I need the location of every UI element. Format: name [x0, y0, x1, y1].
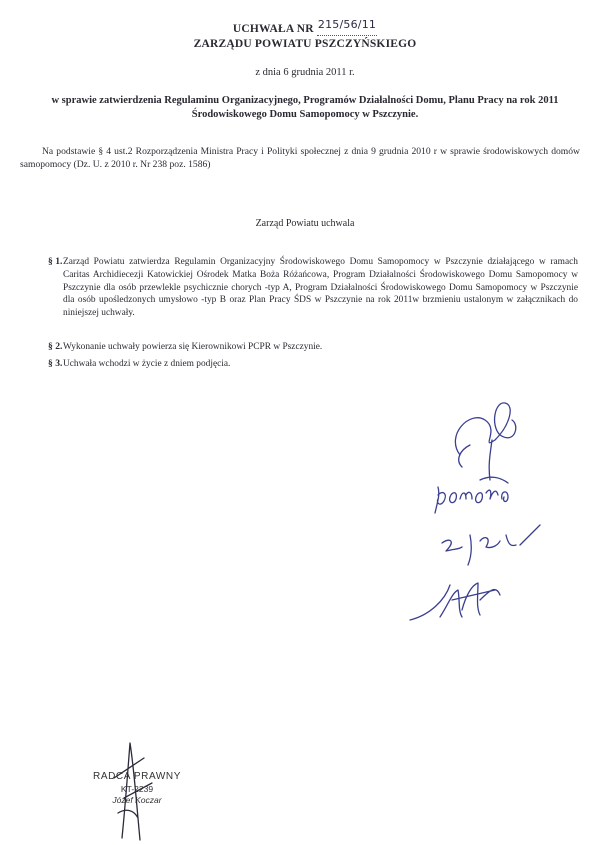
paragraph-text: Zarząd Powiatu zatwierdza Regulamin Organizacyjny Środowiskowego Domu Samopomocy w Pszczynie działającego w ramach Caritas Archidiecezji Katowickiej Ośrodek Matka Boża Różańcowa, Program Działalności Środowiskowego Domu Samopomocy w Pszczynie dla osób przewlekle psychicznie chorych -typ A, Program Działalności Środowiskowego Domu Samopomocy w Pszczynie dla osób upośledzonych umysłowo -typ B oraz Plan Pracy ŚDS w Pszczynie na rok 2011w brzmieniu ustalonym w załącznikach do niniejszej uchwały.	[63, 257, 578, 319]
paragraph-3	[48, 358, 578, 371]
paragraph-number: § 1.	[48, 256, 63, 267]
title-prefix: UCHWAŁA NR	[232, 23, 314, 35]
handwritten-note	[435, 487, 508, 513]
stamp-signature	[100, 738, 160, 843]
handwritten-signatures	[400, 395, 590, 635]
paragraph-text: Uchwała wchodzi w życie z dniem podjęcia.	[63, 359, 231, 369]
decision-heading: Zarząd Powiatu uchwala	[255, 218, 355, 229]
paragraph-2	[48, 341, 578, 354]
issuing-authority: ZARZĄDU POWIATU PSZCZYŃSKIEGO	[193, 38, 417, 50]
resolution-number-field	[317, 18, 377, 36]
handwritten-note-2	[442, 525, 540, 565]
paragraph-number: § 3.	[48, 358, 63, 369]
resolution-title	[0, 18, 610, 36]
signature-1	[455, 403, 515, 483]
stamp-title: RADCA PRAWNY	[93, 771, 181, 782]
resolution-date: z dnia 6 grudnia 2011 r.	[255, 67, 355, 78]
stamp-registry-number: KT-2239	[120, 784, 154, 794]
paragraph-1	[48, 256, 578, 320]
stamp-name: Józef Koczar	[112, 795, 162, 805]
paragraph-text: Wykonanie uchwały powierza się Kierownikowi PCPR w Pszczynie.	[63, 342, 323, 352]
signature-2	[410, 583, 500, 620]
legal-basis	[20, 145, 580, 171]
paragraph-number: § 2.	[48, 341, 63, 352]
legal-basis-text: Na podstawie § 4 ust.2 Rozporządzenia Ministra Pracy i Polityki społecznej z dnia 9 grudnia 2010 r w sprawie środowiskowych domów samopomocy (Dz. U. z 2010 r. Nr 238 poz. 1586)	[20, 146, 580, 170]
resolution-subject: w sprawie zatwierdzenia Regulaminu Organizacyjnego, Programów Działalności Domu, Planu Pracy na rok 2011 Środowiskowego Domu Samopomocy w Pszczynie.	[51, 95, 559, 120]
resolution-number: 215/56/11	[317, 18, 377, 31]
